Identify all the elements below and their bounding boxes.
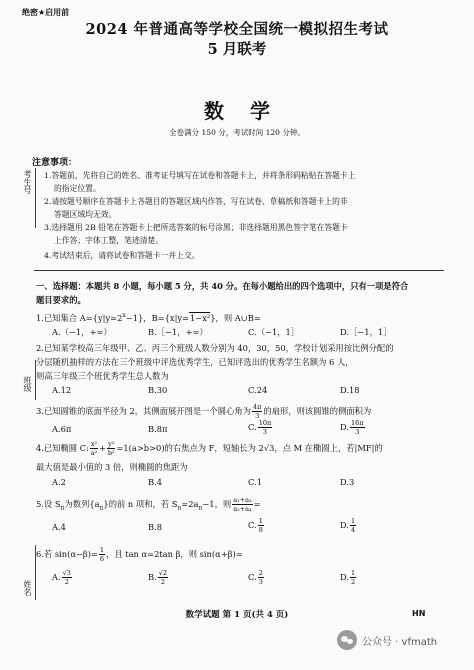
question-4-stem xyxy=(36,440,383,457)
frac-den: b² xyxy=(107,449,115,457)
frac-num: 16π xyxy=(351,419,364,427)
q6-opt-fraction xyxy=(62,569,72,586)
section-heading-cont: 题目要求的。 xyxy=(36,295,86,305)
q6-option-c xyxy=(248,569,265,586)
frac-den: 6 xyxy=(99,555,105,563)
q6-option-a xyxy=(52,569,73,586)
frac-den: 3 xyxy=(262,428,268,436)
frac-den: 2 xyxy=(351,578,356,586)
q1-text: }，则 A∪B= xyxy=(210,313,261,323)
q5-sub: n xyxy=(198,504,203,512)
q6-option-b xyxy=(148,569,169,586)
q2-option-a: A.12 xyxy=(52,385,72,395)
q1-sqrt: 1−x² xyxy=(190,313,211,323)
q5-text: =2a xyxy=(181,499,199,509)
frac-den: 2 xyxy=(160,578,165,586)
frac-num: √3 xyxy=(62,569,71,577)
frac-num: √2 xyxy=(158,569,168,577)
q5-opt-label: D. xyxy=(340,520,349,530)
q4-fraction xyxy=(90,440,98,457)
question-2-stem-cont: 则高三年级三个班优秀学生总人数为 xyxy=(36,371,169,381)
q6-opt-label: B. xyxy=(148,572,157,582)
q5-text: −1，则 xyxy=(202,499,232,509)
q3-frac-num: 4π xyxy=(252,403,262,411)
note-line: 1.答题前，先将自己的姓名、准考证号填写在试卷和答题卡上，并将条形码粘贴在答题卡上 xyxy=(44,171,356,180)
q1-option-b: B.［−1，+∞） xyxy=(148,327,208,337)
frac-num: 1 xyxy=(258,517,263,525)
section-divider xyxy=(34,270,444,271)
frac-num: 10π xyxy=(258,419,272,427)
frac-den: 2 xyxy=(64,578,69,586)
notes-heading: 注意事项： xyxy=(32,158,78,168)
q4-option-b: B.4 xyxy=(148,477,163,487)
question-6-stem xyxy=(36,546,243,563)
exam-title: 2024 年普通高等学校全国统一模拟招生考试 xyxy=(85,21,389,38)
q3-option-d xyxy=(340,419,366,436)
frac-num: 1 xyxy=(351,517,356,525)
q6-opt-fraction xyxy=(258,569,264,586)
q4-text: =1(a>b>0)的右焦点为 F，短轴长为 2√3，点 M 在椭圆上，若|MF|的 xyxy=(116,443,383,453)
q1-text: 1.已知集合 A={y|y=2 xyxy=(36,313,123,323)
frac-num: 1 xyxy=(99,546,105,554)
watermark xyxy=(337,630,437,650)
wechat-icon xyxy=(337,630,357,650)
frac-den: a₂+a₄ xyxy=(233,505,252,513)
exam-subtitle: 5 月联考 xyxy=(207,41,267,58)
q6-opt-fraction xyxy=(350,569,356,586)
q5-option-d xyxy=(340,517,357,534)
q1-option-c: C.（−1，1］ xyxy=(248,327,300,337)
q3-option-a: A.6π xyxy=(52,424,72,434)
q6-option-d xyxy=(340,569,357,586)
question-2-stem-cont: 分层随机抽样的方法在三个班级中评选优秀学生，已知评选出的优秀学生名额为 6 人， xyxy=(36,357,354,367)
q6-fraction xyxy=(99,546,105,563)
q5-text: = xyxy=(253,499,261,509)
region-code: HN xyxy=(412,609,426,618)
frac-den: a² xyxy=(90,449,98,457)
q3-option-c xyxy=(248,419,273,436)
question-5-stem xyxy=(36,496,261,513)
q5-opt-fraction xyxy=(258,517,264,534)
exam-number-label: 考生号 xyxy=(23,170,32,194)
watermark-text: 公众号 · vfmath xyxy=(362,636,438,648)
q5-option-c xyxy=(248,517,265,534)
q3-opt-label: D. xyxy=(340,422,349,432)
q4-option-a: A.2 xyxy=(52,477,66,487)
subject-title: 数学 xyxy=(204,99,296,123)
q1-option-d: D.［−1，1］ xyxy=(340,327,392,337)
q5-sub: n xyxy=(177,504,182,512)
q2-option-d: D.18 xyxy=(340,385,360,395)
note-line: 2.请按题号顺序在答题卡上各题目的答题区域内作答，写在试卷、草稿纸和答题卡上的非 xyxy=(44,197,348,206)
q3-option-b: B.8π xyxy=(148,424,168,434)
q2-option-c: C.24 xyxy=(248,385,268,395)
q5-text: 5.设 S xyxy=(36,499,61,509)
q1-text: −1}，B={x|y= xyxy=(125,313,190,323)
q6-text: 6.若 sin(α−β)= xyxy=(36,549,98,559)
frac-den: 3 xyxy=(355,428,360,436)
q4-option-d: D.3 xyxy=(340,477,355,487)
frac-den: 4 xyxy=(351,526,356,534)
question-4-stem-cont: 最大值是最小值的 3 倍，则椭圆的焦距为 xyxy=(36,462,188,472)
q1-option-a: A.（−1，+∞） xyxy=(52,327,112,337)
frac-num: a₁+a₃ xyxy=(233,496,252,504)
sidebar-divider xyxy=(35,168,36,228)
q4-text: + xyxy=(99,443,107,453)
q6-opt-label: D. xyxy=(340,572,349,582)
q6-opt-label: A. xyxy=(52,572,61,582)
q5-opt-fraction xyxy=(350,517,356,534)
note-line: 上作答；字体工整，笔迹清楚。 xyxy=(54,236,164,245)
frac-num: 2 xyxy=(258,569,263,577)
frac-num: x² xyxy=(90,440,98,448)
question-1-stem xyxy=(36,312,261,324)
q4-option-c: C.1 xyxy=(248,477,262,487)
class-label: 班级 xyxy=(23,376,32,392)
frac-den: 3 xyxy=(258,578,263,586)
note-line: 答题区域均无效。 xyxy=(54,210,117,219)
q1-sup: x xyxy=(122,312,126,320)
q5-option-a: A.4 xyxy=(52,522,66,532)
q3-opt-fraction xyxy=(350,419,365,436)
q5-text: }的前 n 项和，若 S xyxy=(103,499,178,509)
q4-fraction xyxy=(107,440,115,457)
q5-sub: n xyxy=(60,504,65,512)
note-line: 4.考试结束后，请将试卷和答题卡一并上交。 xyxy=(44,251,200,260)
frac-den: 8 xyxy=(258,526,263,534)
note-line: 3.选择题用 2B 铅笔在答题卡上把所选答案的标号涂黑；非选择题用黑色签字笔在答题卡 xyxy=(44,223,348,232)
question-2-stem: 2.已知某学校高三年级甲、乙、丙三个班级人数分别为 40，30，50，学校计划采用按比例分配的 xyxy=(36,343,394,353)
q2-option-b: B.30 xyxy=(148,385,168,395)
q3-opt-label: C. xyxy=(248,422,257,432)
q3-fraction xyxy=(252,403,262,420)
q3-frac-den: 3 xyxy=(255,412,260,420)
q5-sub: n xyxy=(99,504,104,512)
q3-opt-fraction xyxy=(258,419,273,436)
question-3-stem xyxy=(36,403,371,420)
page-footer: 数学试题 第 1 页(共 4 页) xyxy=(185,610,289,620)
q6-text: ，且 tan α=2tan β，则 sin(α+β)= xyxy=(106,549,243,559)
q6-opt-label: C. xyxy=(248,572,257,582)
frac-num: y² xyxy=(108,440,115,448)
q4-text: 4.已知椭圆 C: xyxy=(36,443,89,453)
confidential-label: 绝密★启用前 xyxy=(22,8,70,17)
frac-num: 1 xyxy=(351,569,356,577)
section-heading: 一、选择题：本题共 8 小题，每小题 5 分，共 40 分。在每小题给出的四个选项中，只有一项是符合 xyxy=(36,281,409,291)
q3-text: 3.已知圆锥的底面半径为 2，其侧面展开图是一个圆心角为 xyxy=(36,406,251,416)
name-label: 姓名 xyxy=(23,580,32,596)
q5-opt-label: C. xyxy=(248,520,257,530)
q6-opt-fraction xyxy=(158,569,168,586)
q5-option-b: B.8 xyxy=(148,522,163,532)
note-line: 的指定位置。 xyxy=(54,184,101,193)
score-time-info: 全卷满分 150 分，考试时间 120 分钟。 xyxy=(169,128,305,137)
q5-text: 为数列{a xyxy=(64,499,100,509)
q5-fraction xyxy=(232,496,252,513)
q3-text: 的扇形，则该圆锥的侧面积为 xyxy=(263,406,372,416)
